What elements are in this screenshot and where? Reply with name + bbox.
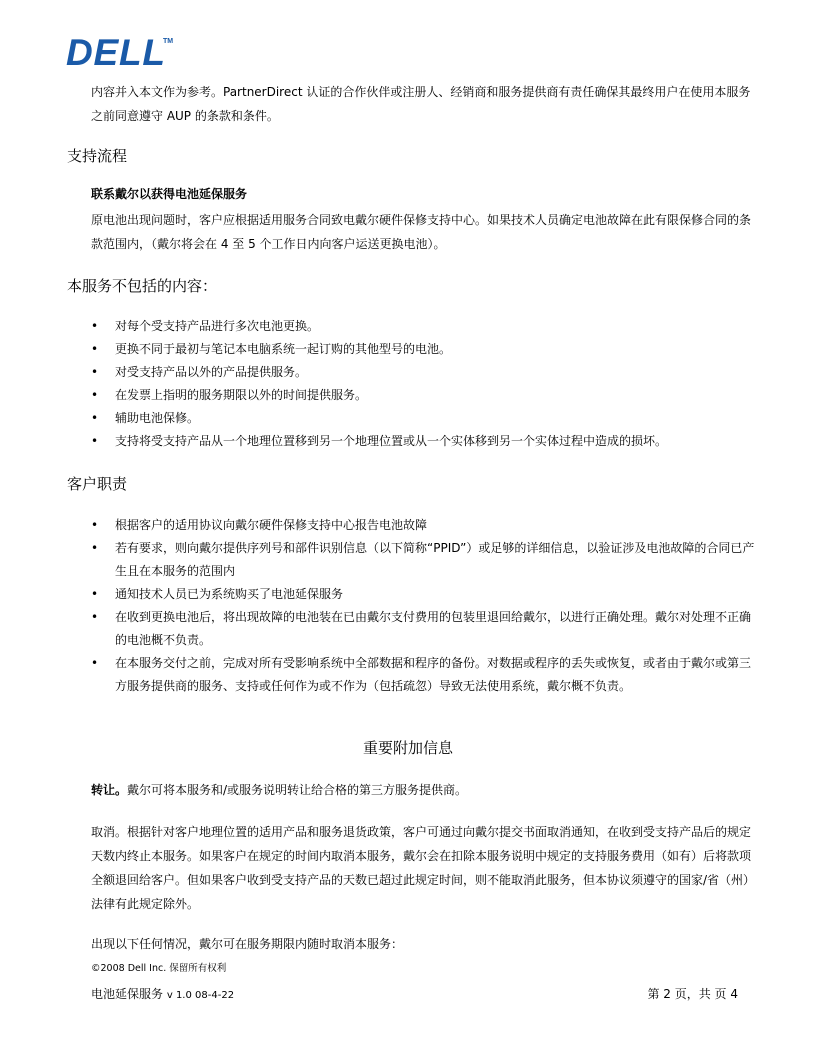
list-item: • 辅助电池保修。 xyxy=(91,407,759,430)
list-item: • 支持将受支持产品从一个地理位置移到另一个地理位置或从一个实体移到另一个实体过程中造成的损坏。 xyxy=(91,430,759,453)
list-item: • 在收到更换电池后，将出现故障的电池装在已由戴尔支付费用的包装里退回给戴尔，以进行正确处理。戴尔对处理不正确的电池概不负责。 xyxy=(91,606,759,652)
cancel-label: 取消。 xyxy=(91,825,128,839)
bullet-icon: • xyxy=(91,365,99,379)
bullet-icon: • xyxy=(91,434,99,448)
dell-logo-tm: TM xyxy=(163,38,174,45)
support-process-heading: 支持流程 xyxy=(67,147,128,165)
exclusions-list xyxy=(91,315,759,453)
transfer-text: 戴尔可将本服务和/或服务说明转让给合格的第三方服务提供商。 xyxy=(127,783,468,797)
support-contact-subheading: 联系戴尔以获得电池延保服务 xyxy=(91,187,248,201)
customer-duties-heading: 客户职责 xyxy=(67,475,128,493)
list-item: • 通知技术人员已为系统购买了电池延保服务 xyxy=(91,583,759,606)
list-item: • 对受支持产品以外的产品提供服务。 xyxy=(91,361,759,384)
cancel-paragraph xyxy=(91,820,759,916)
list-item: • 根据客户的适用协议向戴尔硬件保修支持中心报告电池故障 xyxy=(91,514,759,537)
list-item: • 若有要求，则向戴尔提供序列号和部件识别信息（以下简称“PPID”）或足够的详细信息，以验证涉及电池故障的合同已产生且在本服务的范围内 xyxy=(91,537,759,583)
dell-logo xyxy=(66,34,174,68)
copyright-notice: ©2008 Dell Inc. 保留所有权利 xyxy=(91,963,227,974)
bullet-icon: • xyxy=(91,541,99,555)
intro-paragraph: 内容并入本文作为参考。PartnerDirect 认证的合作伙伴或注册人、经销商和服务提供商有责任确保其最终用户在使用本服务之前同意遵守 AUP 的条款和条件。 xyxy=(91,85,751,123)
transfer-label: 转让。 xyxy=(91,783,128,797)
termination-paragraph: 出现以下任何情况，戴尔可在服务期限内随时取消本服务： xyxy=(91,937,404,951)
bullet-icon: • xyxy=(91,587,99,601)
bullet-icon: • xyxy=(91,388,99,402)
list-item: • 对每个受支持产品进行多次电池更换。 xyxy=(91,315,759,338)
support-process-body: 原电池出现问题时，客户应根据适用服务合同致电戴尔硬件保修支持中心。如果技术人员确定电池故障在此有限保修合同的条款范围内，（戴尔将会在 4 至 5 个工作日内向客户运送更换电池）。 xyxy=(91,213,752,251)
bullet-icon: • xyxy=(91,656,99,670)
transfer-paragraph xyxy=(91,778,759,802)
list-item: • 在发票上指明的服务期限以外的时间提供服务。 xyxy=(91,384,759,407)
footer-doc-title xyxy=(91,985,234,1005)
list-item: • 更换不同于最初与笔记本电脑系统一起订购的其他型号的电池。 xyxy=(91,338,759,361)
exclusions-heading: 本服务不包括的内容： xyxy=(67,277,218,295)
list-item: • 在本服务交付之前，完成对所有受影响系统中全部数据和程序的备份。对数据或程序的丢失或恢复，或者由于戴尔或第三方服务提供商的服务、支持或任何作为或不作为（包括疏忽）导致无法使用系统，戴尔概不负责。 xyxy=(91,652,759,698)
bullet-icon: • xyxy=(91,610,99,624)
doc-version: v 1.0 08-4-22 xyxy=(166,990,235,1001)
cancel-text: 根据针对客户地理位置的适用产品和服务退货政策，客户可通过向戴尔提交书面取消通知，在收到受支持产品后的规定天数内终止本服务。如果客户在规定的时间内取消本服务，戴尔会在扣除本服务说明中规定的支持服务费用（如有）后将款项全额退回给客户。但如果客户收到受支持产品的天数已超过此规定时间，则不能取消此服务，但本协议须遵守的国家/省（州）法律有此规定除外。 xyxy=(91,825,756,911)
page-number: 第 2 页，共 页 4 xyxy=(647,987,738,1001)
dell-logo-text: DELL xyxy=(66,34,164,68)
doc-title: 电池延保服务 xyxy=(91,987,164,1001)
bullet-icon: • xyxy=(91,518,99,532)
bullet-icon: • xyxy=(91,342,99,356)
bullet-icon: • xyxy=(91,319,99,333)
customer-duties-list xyxy=(91,514,759,698)
bullet-icon: • xyxy=(91,411,99,425)
additional-info-heading: 重要附加信息 xyxy=(362,739,453,757)
